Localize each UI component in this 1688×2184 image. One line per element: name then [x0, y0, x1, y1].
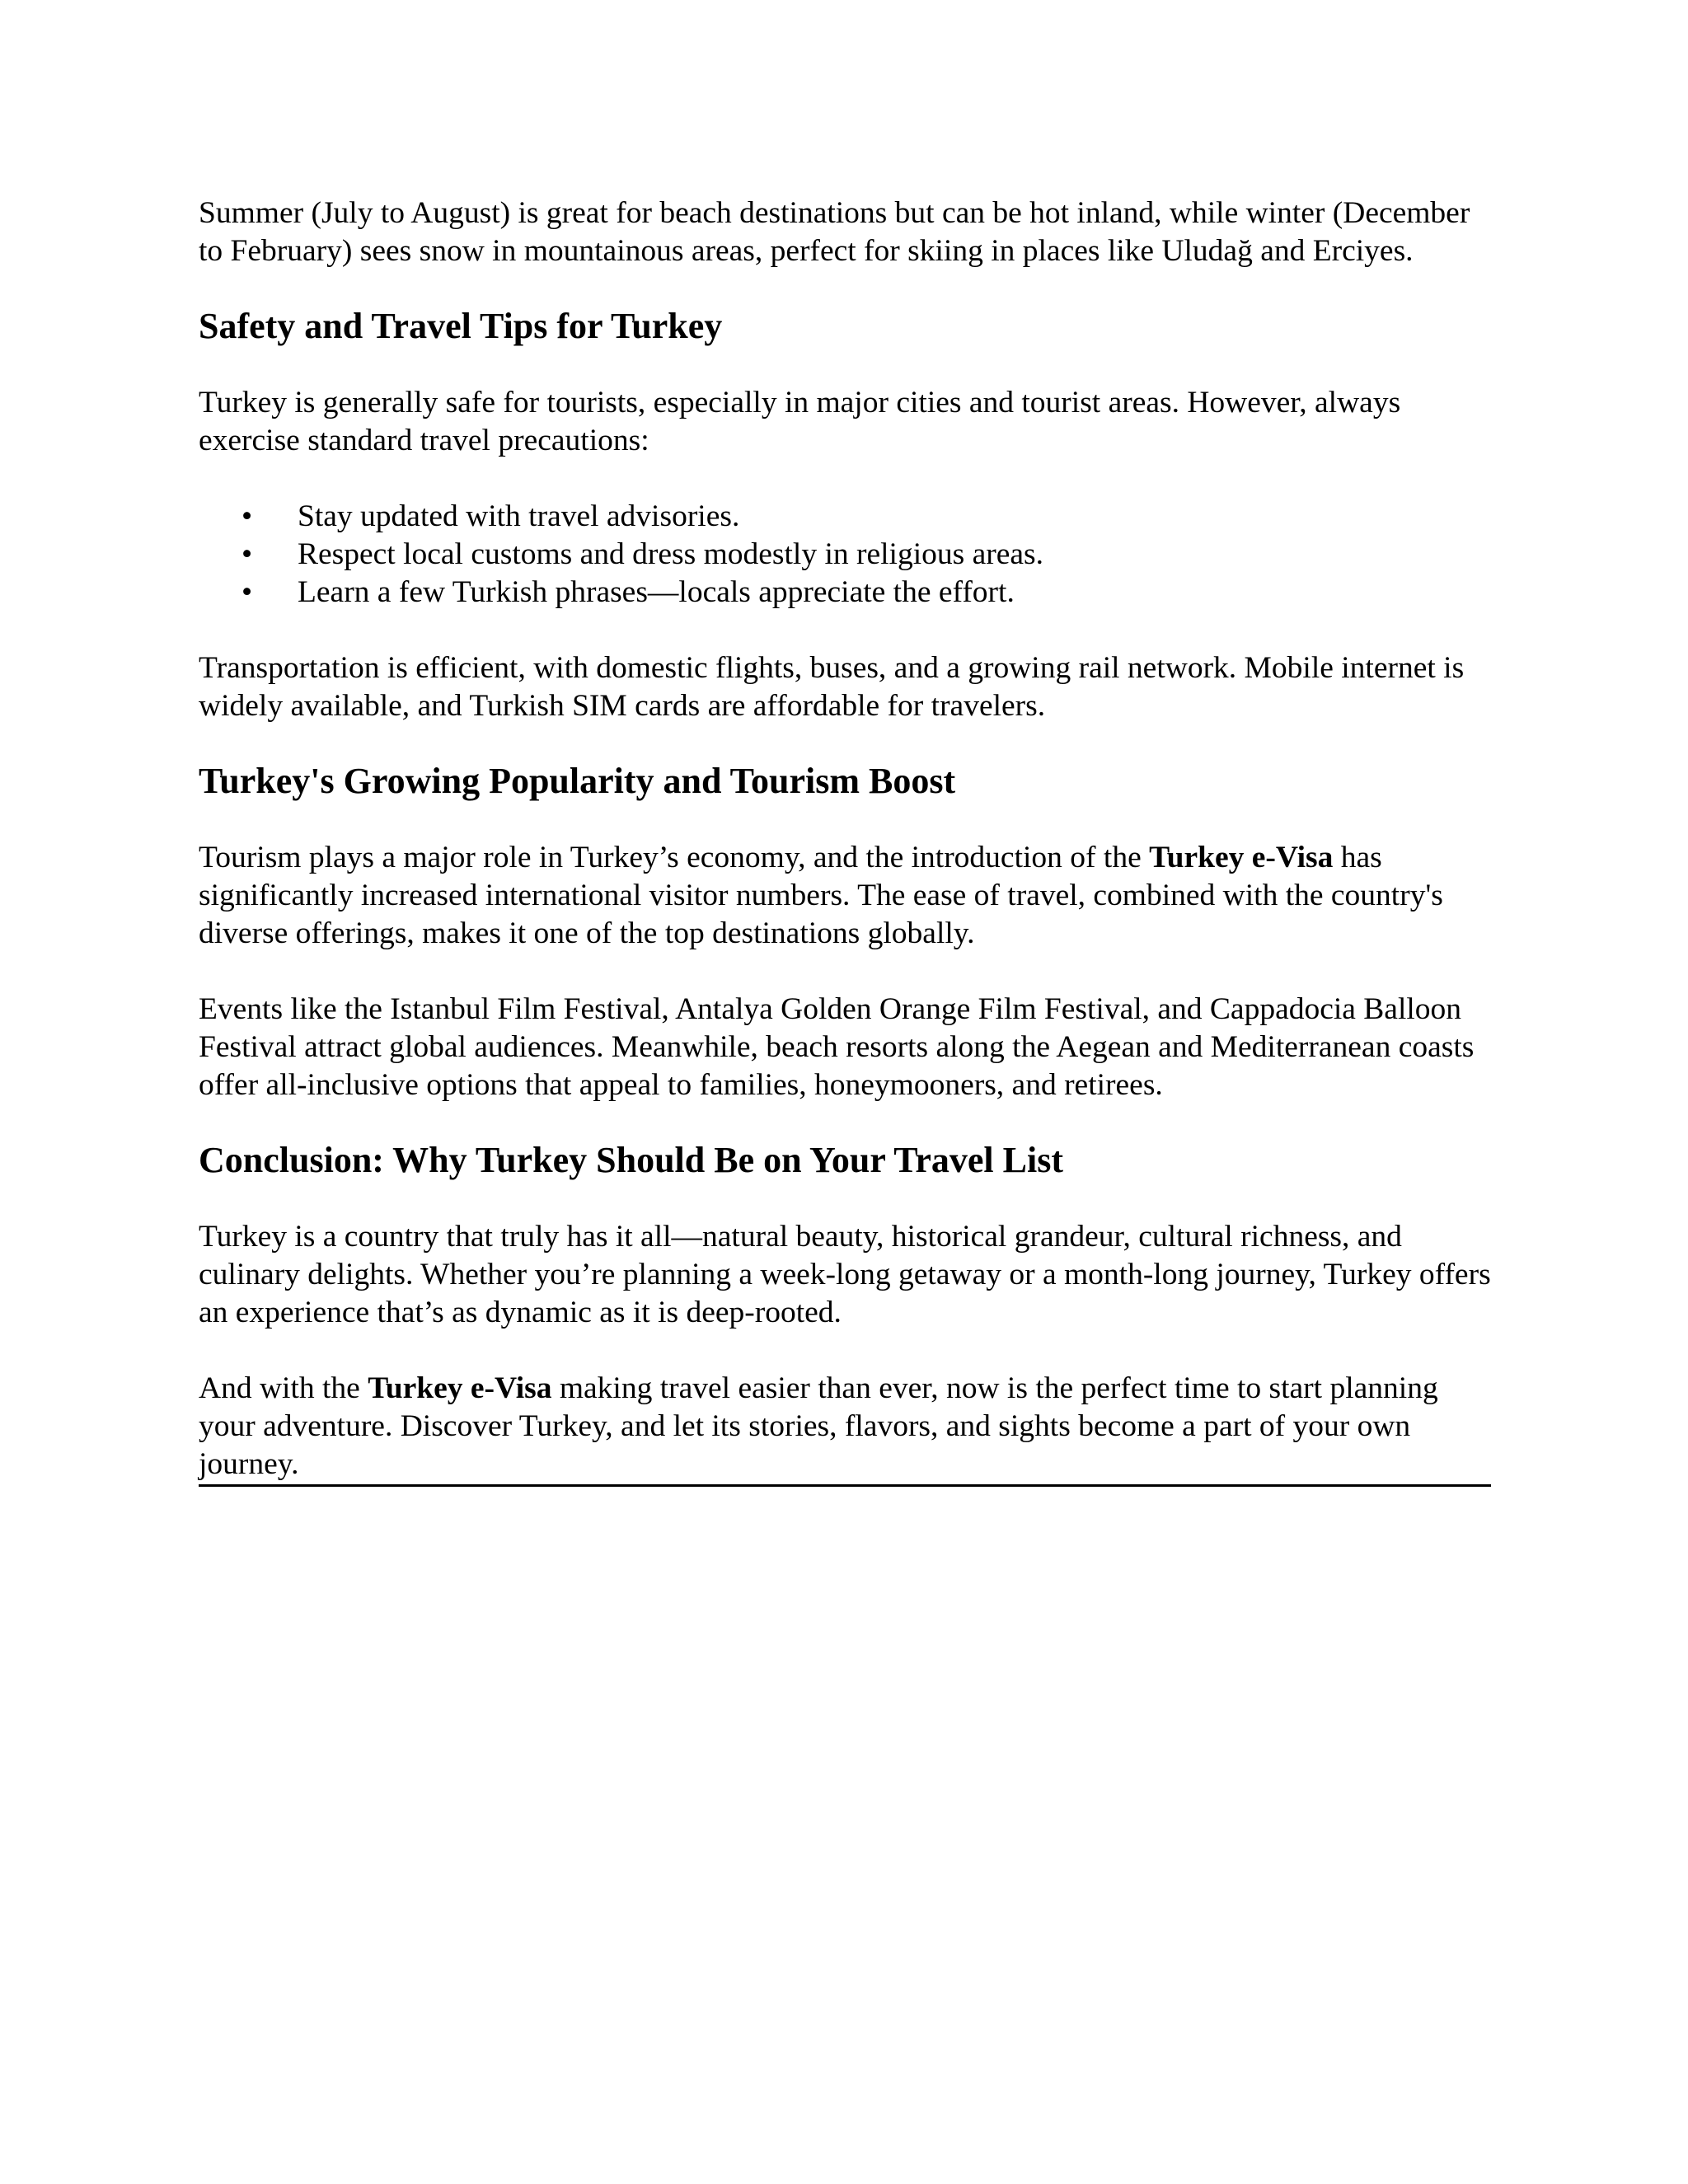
- list-item: [199, 536, 1491, 574]
- document-page: [199, 194, 1491, 1487]
- conclusion-text-before: And with the: [199, 1371, 368, 1405]
- list-item-text: Stay updated with travel advisories.: [298, 499, 740, 533]
- bullet-icon: •: [241, 537, 253, 571]
- popularity-heading: Turkey's Growing Popularity and Tourism Boost: [199, 761, 956, 801]
- conclusion-text-after: making travel easier than ever, now is the perfect time to start planning your adventure. Discover Turkey, and let its stories, flavors, and sights become a part of your own journey.: [199, 1371, 1438, 1481]
- tourism-paragraph: [199, 839, 1491, 953]
- list-item: [199, 498, 1491, 536]
- conclusion-paragraph-1: Turkey is a country that truly has it all—natural beauty, historical grandeur, cultural richness, and culinary delights. Whether you’re planning a week-long getaway or a month-long journey, Turkey offers an experience that’s as dynamic as it is deep-rooted.: [199, 1220, 1491, 1329]
- safety-heading: Safety and Travel Tips for Turkey: [199, 306, 723, 346]
- safety-paragraph: Turkey is generally safe for tourists, especially in major cities and tourist areas. However, always exercise standard travel precautions:: [199, 386, 1401, 457]
- conclusion-heading: Conclusion: Why Turkey Should Be on Your Travel List: [199, 1140, 1063, 1180]
- list-item-text: Learn a few Turkish phrases—locals appreciate the effort.: [298, 575, 1015, 609]
- intro-paragraph: Summer (July to August) is great for beach destinations but can be hot inland, while winter (December to February) sees snow in mountainous areas, perfect for skiing in places like Uludağ and Erciyes.: [199, 196, 1470, 268]
- tourism-text-before: Tourism plays a major role in Turkey’s economy, and the introduction of the: [199, 841, 1150, 874]
- transport-paragraph: Transportation is efficient, with domestic flights, buses, and a growing rail network. Mobile internet is widely available, and Turkish SIM cards are affordable for travelers.: [199, 651, 1465, 723]
- tourism-text-after: has significantly increased international visitor numbers. The ease of travel, combined with the country's diverse offerings, makes it one of the top destinations globally.: [199, 841, 1443, 950]
- bullet-icon: •: [241, 575, 253, 609]
- list-item: [199, 574, 1491, 612]
- travel-tips-list: [199, 498, 1491, 612]
- evisa-bold-text: Turkey e-Visa: [368, 1371, 552, 1405]
- list-item-text: Respect local customs and dress modestly in religious areas.: [298, 537, 1043, 571]
- bullet-icon: •: [241, 499, 253, 533]
- events-paragraph: Events like the Istanbul Film Festival, Antalya Golden Orange Film Festival, and Cappadocia Balloon Festival attract global audiences. Meanwhile, beach resorts along the Aegean and Mediterranean coasts offer all-inclusive options that appeal to families, honeymooners, and retirees.: [199, 992, 1475, 1102]
- evisa-bold-text: Turkey e-Visa: [1149, 841, 1334, 874]
- conclusion-paragraph-2: [199, 1370, 1491, 1487]
